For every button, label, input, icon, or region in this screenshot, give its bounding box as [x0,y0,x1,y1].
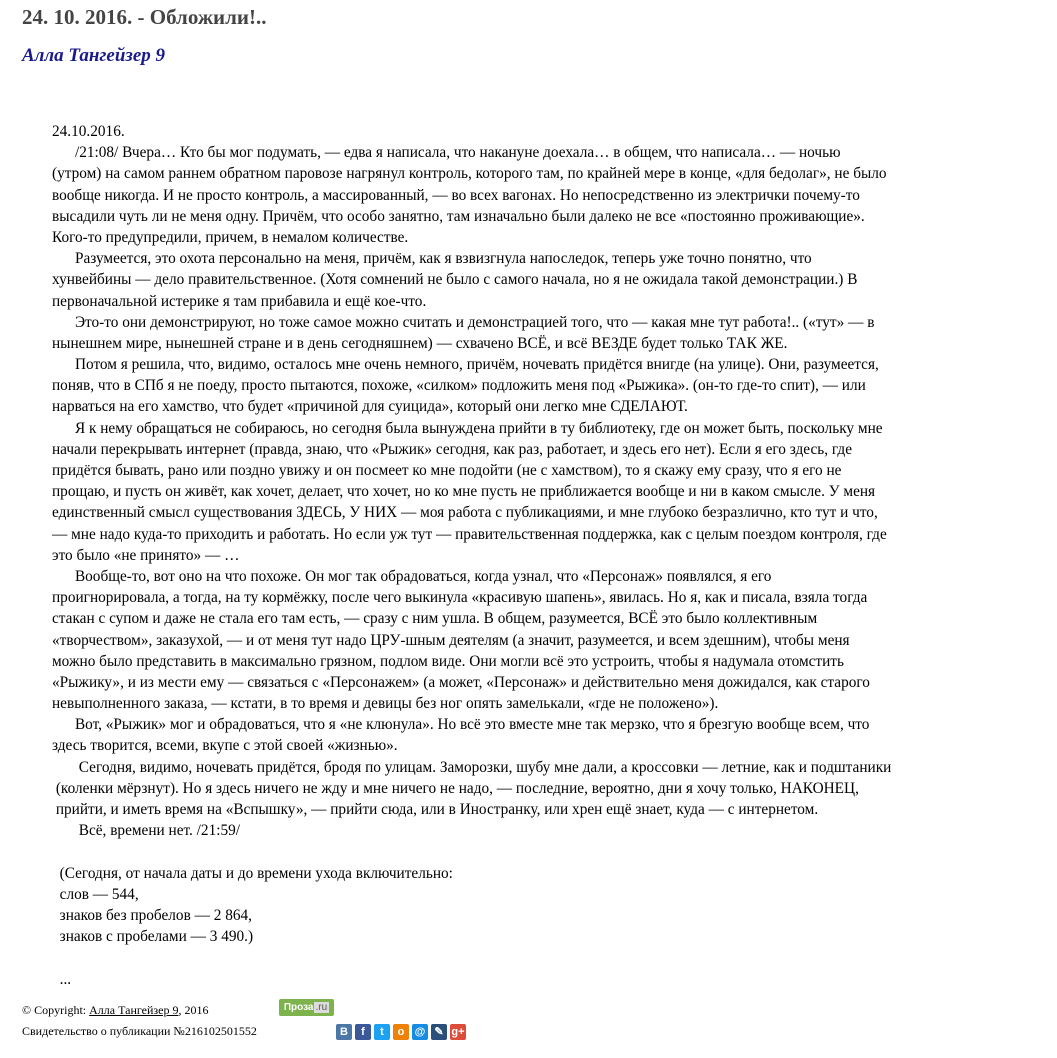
article-body [52,121,1052,990]
text-line: начали перекрывать интернет (правда, знаю, что «Рыжик» сегодня, как раз, работает, и здесь его нет). Если я его здесь, где [52,440,852,458]
text-line: хунвейбины — дело правительственное. (Хотя сомнений не было с самого начала, но я не ожидала такой демонстрации.) В [52,271,858,289]
text-line: здесь творится, всеми, вкупе с этой своей «жизнью». [52,737,398,755]
text-line: это было «не принято» — … [52,546,240,564]
odnoklassniki-icon[interactable]: о [393,1024,409,1040]
text-line: высадили чуть ли не меня одну. Причём, что особо занятно, там изначально были далеко не все «постоянно проживающие». [52,207,865,225]
text-line: проигнорировала, а тогда, на ту кормёжку, после чего выкинула «красивую шапень», явилась. Но я, как и писала, взяла тогда [52,589,868,607]
text-line: Я к нему обращаться не собираюсь, но сегодня была вынуждена прийти в ту библиотеку, где он может быть, поскольку мне [52,419,883,437]
text-line: поняв, что в СПб я не поеду, просто пытаются, похоже, «силком» подложить меня под «Рыжика». (он-то где-то спит), — или [52,377,866,395]
text-line: (утром) на самом раннем обратном паровозе нагрянул контроль, которого там, по крайней мере в конце, «для бедолаг», не было [52,165,887,183]
share-buttons [336,1024,466,1040]
page-title: 24. 10. 2016. - Обложили!.. [22,5,267,29]
text-line: (коленки мёрзнут). Но я здесь ничего не жду и мне ничего не надо, — последние, вероятно, дни я хочу только, НАКОНЕЦ, [52,779,859,797]
author-link[interactable]: Алла Тангейзер 9 [22,45,166,66]
mailru-icon[interactable]: @ [412,1024,428,1040]
text-line [52,947,1052,968]
text-line: единственный смысл существования ЗДЕСЬ, У НИХ — моя работа с публикациями, и мне глубоко безразлично, кто тут и что, [52,504,878,522]
proza-logo[interactable] [279,999,334,1016]
facebook-icon[interactable]: f [355,1024,371,1040]
text-line: знаков с пробелами — 3 490.) [52,928,254,946]
text-line: — мне надо куда-то приходить и работать. Но если уж тут — правительственная поддержка, как с целым поездом контроля, где [52,525,887,543]
text-line: Вот, «Рыжик» мог и обрадоваться, что я «не клюнула». Но всё это вместе мне так мерзко, что я брезгую вообще всем, что [52,716,870,734]
text-line: Кого-то предупредили, причем, в немалом количестве. [52,228,409,246]
text-line: нарваться на его хамство, что будет «причиной для суицида», который они легко мне СДЕЛАЮТ. [52,398,688,416]
text-line: первоначальной истерике я там прибавила и ещё кое-что. [52,292,427,310]
text-line: Это-то они демонстрируют, но тоже самое можно считать и демонстрацией того, что — какая мне тут работа!.. («тут» — в [52,313,875,331]
text-line: невыполненного заказа, — кстати, в то время и девицы без ног опять замелькали, «где не положено»). [52,695,719,713]
text-line: «творчеством», заказухой, — и от меня тут надо ЦРУ-шным деятелям (а значит, разумеется, и всем здешним), чтобы меня [52,631,850,649]
text-line: Всё, времени нет. /21:59/ [52,822,241,840]
text-line: Сегодня, видимо, ночевать придётся, бродя по улицам. Заморозки, шубу мне дали, а кроссовки — летние, как и подштаники [52,758,892,776]
text-line: Разумеется, это охота персонально на меня, причём, как я взвизгнула напоследок, теперь уже точно понятно, что [52,250,812,268]
text-line: можно было представить в максимально грязном, подлом виде. Они могли всё это устроить, чтобы я надумала отомстить [52,652,844,670]
copyright-line [22,1003,208,1018]
certificate-line: Свидетельство о публикации №216102501552 [22,1024,257,1038]
text-line: ... [52,970,72,988]
text-line: 24.10.2016. [52,123,125,140]
text-line: слов — 544, [52,885,139,903]
twitter-icon[interactable]: t [374,1024,390,1040]
text-line: прийти, и иметь время на «Вспышку», — прийти сюда, или в Иностранку, или хрен ещё знает, куда — с интернетом. [52,801,819,818]
text-line: Вообще-то, вот оно на что похоже. Он мог так обрадоваться, когда узнал, что «Персонаж» появлялся, я его [52,567,772,585]
vk-icon[interactable]: В [336,1024,352,1040]
text-line: знаков без пробелов — 2 864, [52,906,252,924]
copyright-prefix: © Copyright: [22,1003,90,1017]
livejournal-icon[interactable]: ✎ [431,1024,447,1040]
text-line: прощаю, и пусть он живёт, как хочет, делает, что хочет, но ко мне пусть не приближается вообще и ни в каком смысле. У меня [52,483,876,501]
copyright-year: , 2016 [178,1003,209,1017]
text-line: придётся бывать, рано или поздно увижу и он посмеет ко мне подойти (не с хамством), то я скажу ему сразу, что я его не [52,462,842,479]
text-line [52,841,1052,862]
text-line: Потом я решила, что, видимо, осталось мне очень немного, причём, ночевать придётся внигде (на улице). Они, разумеется, [52,356,879,374]
text-line: стакан с супом и даже не стала его там есть, — сразу с ним ушла. В общем, разумеется, ВСЁ это было коллективным [52,610,818,628]
text-line: (Сегодня, от начала даты и до времени ухода включительно: [52,864,453,882]
text-line: /21:08/ Вчера… Кто бы мог подумать, — едва я написала, что накануне доехала… в общем, что написала… — ночью [52,144,841,162]
text-line: нынешнем мире, нынешней стране и в день сегодняшнем) — схвачено ВСЁ, и всё ВЕЗДЕ будет только ТАК ЖЕ. [52,334,788,352]
googleplus-icon[interactable]: g+ [451,1026,465,1038]
proza-logo-suffix: .ru [315,1002,328,1013]
author-footer-link[interactable]: Алла Тангейзер 9 [89,1003,179,1017]
text-line: вообще никогда. И не просто контроль, а массированный, — во всех вагонах. Но непосредственно из электрички почему-то [52,186,860,204]
text-line: «Рыжику», и из мести ему — связаться с «Персонажем» (а может, «Персонаж» и действительно меня дожидался, как старого [52,673,870,691]
proza-logo-main: Проза [283,1002,314,1013]
